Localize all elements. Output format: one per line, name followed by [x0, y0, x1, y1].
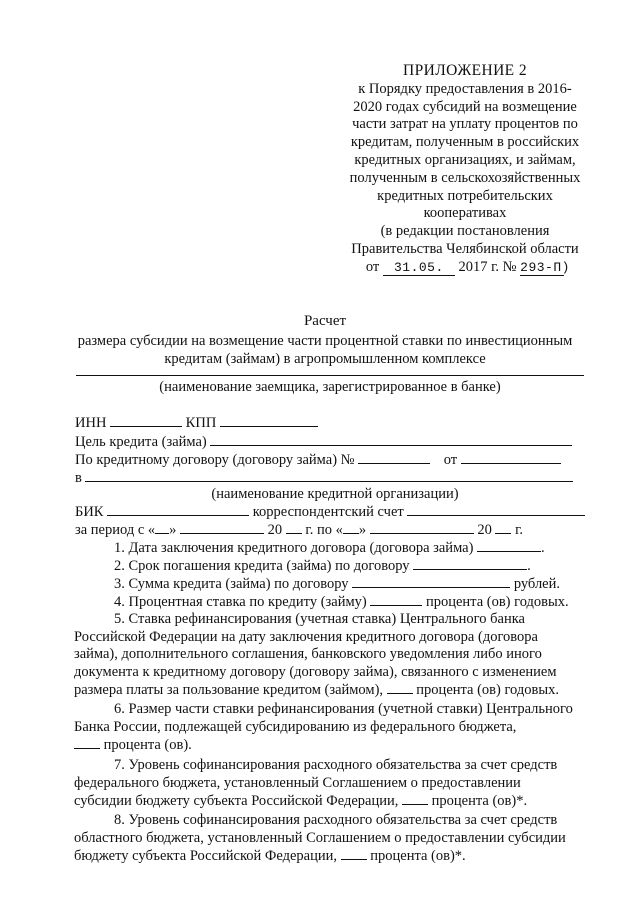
- title-line-2: размера субсидии на возмещение части процентной ставки по инвестиционным: [77, 333, 573, 349]
- period-year-prefix: 20: [477, 522, 492, 538]
- item-3: [114, 575, 560, 594]
- item-8-line: областного бюджета, установленный Соглашением о предоставлении субсидии: [74, 829, 566, 846]
- item-8-text: бюджету субъекта Российской Федерации,: [74, 848, 338, 865]
- item-4-text: 4. Процентная ставка по кредиту (займу): [114, 594, 367, 610]
- item-5-line: Российской Федерации на дату заключения кредитного договора (договора: [74, 628, 538, 645]
- item-5: [74, 611, 597, 700]
- kpp-field[interactable]: [220, 414, 318, 427]
- corr-account-label: корреспондентский счет: [252, 504, 404, 520]
- title-line-1: Расчет: [303, 313, 347, 329]
- item-2-end: .: [527, 558, 531, 574]
- item-5-line: документа к кредитному договору (договору займа), связанного с изменением: [74, 663, 557, 680]
- item-1: [114, 539, 545, 558]
- item-6-end: процента (ов).: [103, 737, 192, 754]
- title-line-3: кредитам (займам) в агропромышленном комплексе: [164, 351, 486, 367]
- bank-row: [75, 469, 573, 488]
- contract-row: [75, 451, 561, 470]
- appendix-line: к Порядку предоставления в 2016-: [358, 80, 572, 97]
- item-7-text: субсидии бюджету субъекта Российской Федерации,: [74, 793, 399, 810]
- appendix-line: кредитам, полученным в российских: [350, 134, 580, 151]
- item-4-end: процента (ов) годовых.: [425, 594, 569, 610]
- date-prefix: от: [365, 258, 380, 275]
- bik-label: БИК: [75, 504, 104, 520]
- appendix-line: кредитных потребительских: [377, 187, 553, 204]
- appendix-heading: ПРИЛОЖЕНИЕ 2: [403, 62, 527, 79]
- resolution-number: 293-П): [520, 259, 570, 275]
- purpose-field[interactable]: [210, 433, 572, 446]
- period-row: [75, 521, 523, 540]
- item-3-end: рублей.: [513, 576, 561, 592]
- contract-from-label: от: [443, 452, 458, 468]
- item-5-line: 5. Ставка рефинансирования (учетная ставка) Центрального банка: [114, 611, 525, 627]
- kpp-label: КПП: [185, 415, 217, 431]
- purpose-row: [75, 433, 572, 452]
- contract-date-field[interactable]: [461, 451, 561, 464]
- inn-kpp-row: [75, 414, 318, 433]
- period-to-label: г. по «: [305, 522, 343, 538]
- item-1-end: .: [541, 540, 545, 556]
- appendix-line: части затрат на уплату процентов по: [352, 116, 578, 133]
- period-end-month-field[interactable]: [370, 521, 474, 534]
- item-6-line: Банка России, подлежащей субсидированию из федерального бюджета,: [74, 718, 517, 735]
- item-8-end: процента (ов)*.: [370, 848, 466, 865]
- item-8: [74, 812, 597, 866]
- item-7-line: [74, 792, 597, 811]
- appendix-line: 2020 годах субсидий на возмещение: [353, 98, 577, 115]
- bank-in-label: в: [75, 470, 82, 486]
- contract-number-field[interactable]: [358, 451, 430, 464]
- item-5-line: займа), дополнительного соглашения, банковского уведомления либо иного: [74, 646, 542, 663]
- borrower-caption: (наименование заемщика, зарегистрированное в банке): [159, 379, 501, 395]
- date-year: 2017 г. №: [458, 258, 517, 275]
- item-7-line: 7. Уровень софинансирования расходного обязательства за счет средств: [114, 757, 558, 773]
- appendix-header: [338, 62, 592, 277]
- period-start-day-field[interactable]: [155, 521, 169, 534]
- appendix-line: (в редакции постановления: [380, 223, 550, 240]
- item-7-field[interactable]: [402, 792, 428, 805]
- bik-field[interactable]: [107, 503, 249, 516]
- appendix-date-line: [338, 259, 592, 277]
- item-3-text: 3. Сумма кредита (займа) по договору: [114, 576, 349, 592]
- item-2: [114, 557, 531, 576]
- item-6: [74, 701, 597, 755]
- period-quote: »: [358, 522, 367, 538]
- item-7: [74, 757, 597, 811]
- item-2-text: 2. Срок погашения кредита (займа) по договору: [114, 558, 410, 574]
- bik-row: [75, 503, 585, 522]
- item-8-line: 8. Уровень софинансирования расходного обязательства за счет средств: [114, 812, 558, 828]
- period-prefix: за период с «: [75, 522, 156, 538]
- item-4: [114, 593, 569, 612]
- item-5-field[interactable]: [387, 681, 413, 694]
- item-6-line: 6. Размер части ставки рефинансирования (учетной ставки) Центрального: [114, 701, 573, 717]
- item-7-line: федерального бюджета, установленный Соглашением о предоставлении: [74, 774, 521, 791]
- bank-caption: (наименование кредитной организации): [211, 486, 459, 502]
- item-4-field[interactable]: [370, 593, 422, 606]
- item-5-text: размера платы за пользование кредитом (займом),: [74, 682, 384, 699]
- item-1-field[interactable]: [477, 539, 541, 552]
- inn-field[interactable]: [110, 414, 182, 427]
- date-value: 31.05.: [383, 261, 455, 276]
- period-year-prefix: 20: [267, 522, 283, 538]
- borrower-name-field[interactable]: [76, 375, 584, 376]
- period-end-year-field[interactable]: [495, 521, 511, 534]
- period-start-year-field[interactable]: [286, 521, 302, 534]
- period-start-month-field[interactable]: [180, 521, 264, 534]
- item-1-text: 1. Дата заключения кредитного договора (договора займа): [114, 540, 474, 556]
- inn-label: ИНН: [75, 415, 107, 431]
- appendix-line: полученным в сельскохозяйственных: [349, 169, 581, 186]
- period-year-suffix: г.: [515, 522, 524, 538]
- corr-account-field[interactable]: [407, 503, 585, 516]
- appendix-line: кооперативах: [423, 205, 507, 222]
- item-5-line: [74, 681, 597, 700]
- item-2-field[interactable]: [413, 557, 527, 570]
- item-3-field[interactable]: [352, 575, 510, 588]
- item-8-field[interactable]: [341, 847, 367, 860]
- purpose-label: Цель кредита (займа): [75, 434, 207, 450]
- appendix-line: кредитных организациях, и займам,: [354, 151, 576, 168]
- item-7-end: процента (ов)*.: [431, 793, 528, 810]
- contract-label: По кредитному договору (договору займа) №: [75, 452, 355, 468]
- document-title: [60, 312, 590, 368]
- item-6-line: [74, 736, 597, 755]
- period-quote: »: [169, 522, 177, 538]
- item-5-end: процента (ов) годовых.: [416, 682, 559, 699]
- item-6-field[interactable]: [74, 736, 100, 749]
- bank-name-field[interactable]: [85, 469, 573, 482]
- period-end-day-field[interactable]: [343, 521, 359, 534]
- appendix-line: Правительства Челябинской области: [351, 240, 579, 257]
- item-8-line: [74, 847, 597, 866]
